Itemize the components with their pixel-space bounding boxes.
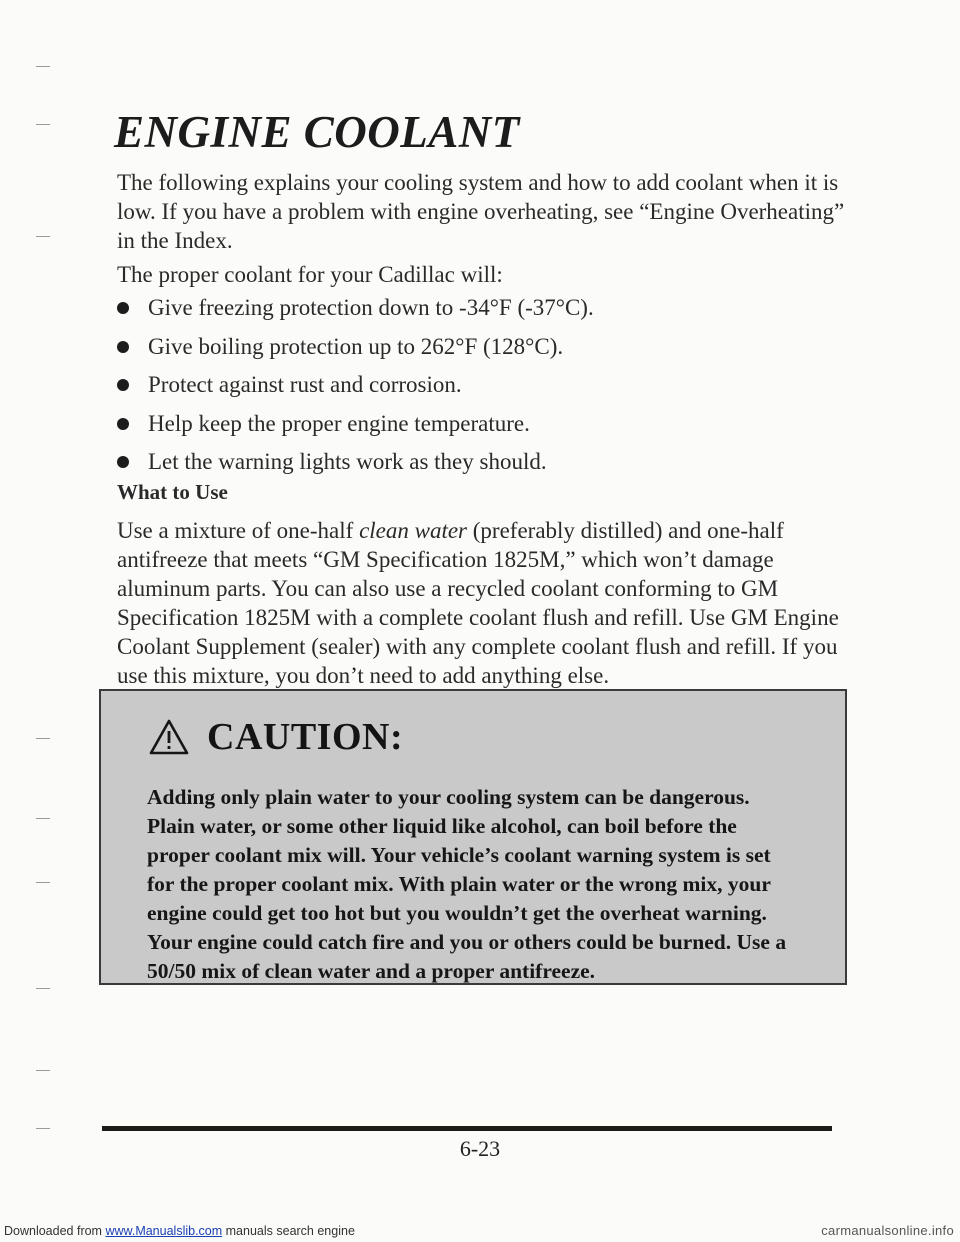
list-item-text: Give boiling protection up to 262°F (128°C). xyxy=(148,333,564,359)
download-suffix: manuals search engine xyxy=(222,1224,355,1238)
bullet-icon xyxy=(117,418,129,430)
list-item xyxy=(117,333,857,372)
list-item-text: Help keep the proper engine temperature. xyxy=(148,410,530,436)
list-item-text: Give freezing protection down to -34°F (-37°C). xyxy=(148,295,594,320)
caution-label: CAUTION: xyxy=(207,716,404,758)
watermark: carmanualsonline.info xyxy=(821,1223,954,1238)
caution-header xyxy=(149,715,403,759)
list-item xyxy=(117,371,857,410)
margin-mark xyxy=(36,124,50,125)
margin-mark xyxy=(36,1128,50,1129)
margin-mark xyxy=(36,988,50,989)
page-title: ENGINE COOLANT xyxy=(114,107,520,157)
what-to-use-paragraph xyxy=(117,516,857,690)
download-prefix: Downloaded from xyxy=(4,1224,106,1238)
caution-box xyxy=(99,689,847,985)
list-item-text: Protect against rust and corrosion. xyxy=(148,372,462,397)
page-number: 6-23 xyxy=(459,1136,501,1161)
section-heading: What to Use xyxy=(117,480,228,504)
margin-mark xyxy=(36,66,50,67)
what-to-use-rest: (preferably distilled) and one-half antifreeze that meets “GM Specification 1825M,” which won’t damage aluminum parts. You can also use a recycled coolant conforming to GM Specification 1825M with a complete coolant flush and refill. Use GM Engine Coolant Supplement (sealer) with any complete coolant flush and refill. If you use this mixture, you don’t need to add anything else. xyxy=(117,518,839,688)
margin-mark xyxy=(36,882,50,883)
list-item xyxy=(117,294,857,333)
margin-mark xyxy=(36,818,50,819)
margin-mark xyxy=(36,738,50,739)
list-item xyxy=(117,410,857,449)
download-credit xyxy=(4,1220,355,1242)
bullet-icon xyxy=(117,341,129,353)
caution-text: Adding only plain water to your cooling system can be dangerous. Plain water, or some other liquid like alcohol, can boil before the proper coolant mix will. Your vehicle’s coolant warning system is set for the proper coolant mix. With plain water or the wrong mix, your engine could get too hot but you wouldn’t get the overheat warning. Your engine could catch fire and you or others could be burned. Use a 50/50 mix of clean water and a proper antifreeze. xyxy=(147,785,787,983)
manualslib-link[interactable]: www.Manualslib.com xyxy=(105,1224,223,1238)
list-item-text: Let the warning lights work as they should. xyxy=(148,449,547,474)
margin-mark xyxy=(36,1070,50,1071)
margin-mark xyxy=(36,236,50,237)
download-bar xyxy=(0,1220,960,1242)
what-to-use-emphasis: clean water xyxy=(359,518,468,543)
bullet-icon xyxy=(117,456,129,468)
coolant-benefits-list xyxy=(117,294,857,487)
footer-divider xyxy=(102,1126,832,1131)
bullet-icon xyxy=(117,379,129,391)
warning-triangle-icon xyxy=(149,719,189,755)
list-item xyxy=(117,448,857,487)
intro-paragraph: The following explains your cooling system and how to add coolant when it is low. If you have a problem with engine overheating, see “Engine Overheating” in the Index. xyxy=(117,170,845,253)
what-to-use-lead: Use a mixture of one-half xyxy=(117,518,360,543)
bullet-icon xyxy=(117,302,129,314)
proper-coolant-intro: The proper coolant for your Cadillac will: xyxy=(117,262,503,287)
